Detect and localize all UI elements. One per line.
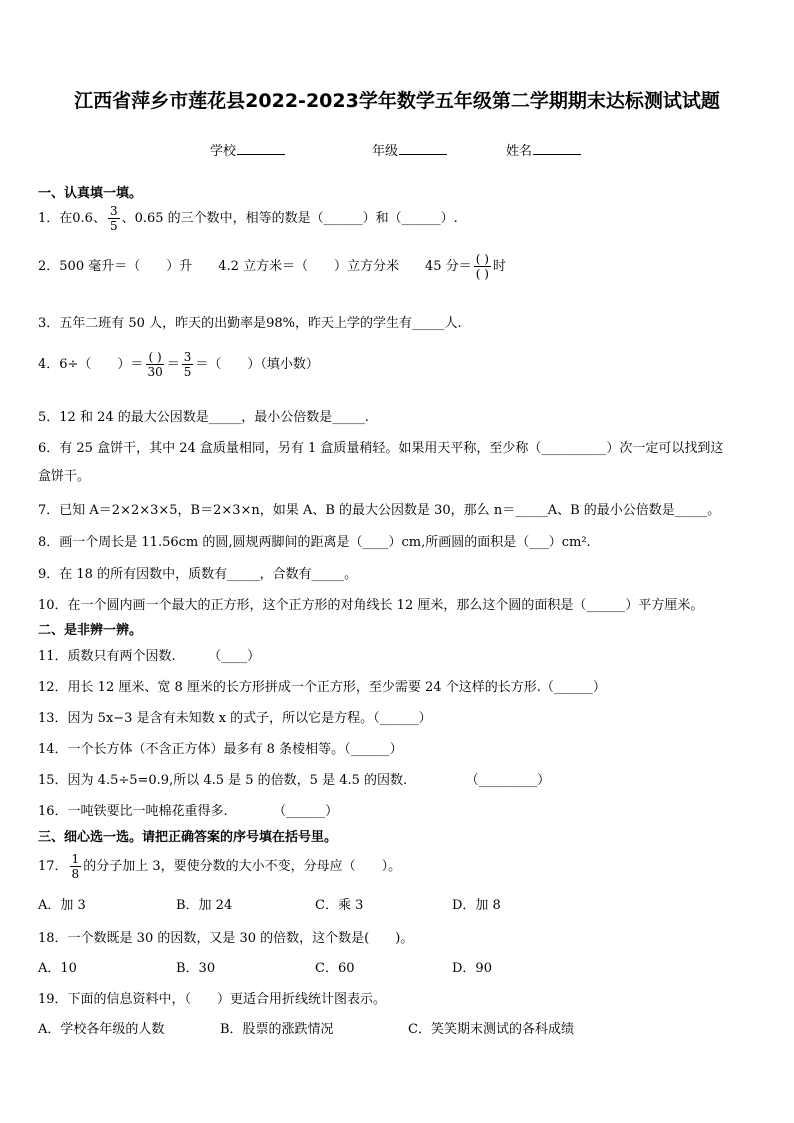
question-12: 12．用长 12 厘米、宽 8 厘米的长方形拼成一个正方形，至少需要 24 个这样的长方形.（______） (38, 680, 606, 695)
q19-option-c[interactable]: C．笑笑期末测试的各科成绩 (408, 1022, 574, 1037)
fraction-3-5: $\frac{3}{5}$ (109, 204, 118, 233)
question-5: 5．12 和 24 的最大公因数是_____，最小公倍数是_____. (38, 410, 369, 425)
fraction-1-8: $\frac{1}{8}$ (71, 852, 80, 881)
q19-option-b[interactable]: B．股票的涨跌情况 (220, 1022, 334, 1037)
q18-option-a[interactable]: A．10 (38, 961, 77, 976)
section-3-heading: 三、细心选一选。请把正确答案的序号填在括号里。 (38, 830, 338, 845)
question-3: 3．五年二班有 50 人，昨天的出勤率是98%，昨天上学的学生有_____人. (38, 316, 462, 331)
question-10: 10．在一个圆内画一个最大的正方形，这个正方形的对角线长 12 厘米，那么这个圆的面积是（______）平方厘米。 (38, 598, 704, 613)
section-1-heading: 一、认真填一填。 (38, 186, 143, 201)
question-8: 8．画一个周长是 11.56cm 的圆,圆规两脚间的距离是（____）cm,所画圆的面积是（___）cm². (38, 535, 591, 550)
fraction-blank-30: $\frac{( )}{30}$ (147, 350, 163, 379)
q18-option-b[interactable]: B．30 (176, 961, 216, 976)
page-title: 江西省萍乡市莲花县2022-2023学年数学五年级第二学期期末达标测试试题 (74, 90, 720, 112)
q17-option-a[interactable]: A．加 3 (38, 898, 86, 913)
name-field (506, 140, 581, 159)
q19-option-a[interactable]: A．学校各年级的人数 (38, 1022, 165, 1037)
question-2: 2．500 毫升＝（ ）升 4.2 立方米＝（ ）立方分米 45 分＝ $\frac{( )}{( )}$ 时 (38, 252, 506, 281)
school-field (210, 140, 285, 159)
q18-option-c[interactable]: C．60 (315, 961, 355, 976)
question-9: 9．在 18 的所有因数中，质数有_____，合数有_____。 (38, 567, 358, 582)
question-17: 17． $\frac{1}{8}$ 的分子加上 3，要使分数的大小不变，分母应（ ）。 (38, 852, 402, 881)
question-6-cont: 盒饼干。 (38, 469, 91, 484)
name-blank[interactable] (533, 142, 581, 155)
grade-blank[interactable] (399, 142, 447, 155)
question-15: 15．因为 4.5÷5=0.9,所以 4.5 是 5 的倍数，5 是 4.5 的因数. （_________） (38, 773, 551, 788)
question-6: 6．有 25 盒饼干，其中 24 盒质量相同，另有 1 盒质量稍轻。如果用天平称，至少称（__________）次一定可以找到这 (38, 441, 724, 456)
question-19: 19．下面的信息资料中，（ ）更适合用折线统计图表示。 (38, 992, 387, 1007)
question-14: 14．一个长方体（不含正方体）最多有 8 条棱相等。（______） (38, 742, 403, 757)
q17-option-b[interactable]: B．加 24 (176, 898, 233, 913)
q18-option-d[interactable]: D．90 (452, 961, 492, 976)
name-label: 姓名 (506, 144, 533, 159)
question-7: 7．已知 A＝2×2×3×5，B＝2×3×n，如果 A、B 的最大公因数是 30，那么 n＝_____A、B 的最小公倍数是_____。 (38, 503, 721, 518)
question-18: 18．一个数既是 30 的因数，又是 30 的倍数，这个数是( )。 (38, 931, 414, 946)
question-11: 11．质数只有两个因数. （____） (38, 649, 261, 664)
section-2-heading: 二、是非辨一辨。 (38, 623, 143, 638)
school-label: 学校 (210, 144, 237, 159)
question-4: 4．6÷（ ）＝ $\frac{( )}{30}$ ＝ $\frac{3}{5}$ ＝（ ）（填小数） (38, 350, 319, 379)
question-13: 13．因为 5x−3 是含有未知数 x 的式子，所以它是方程。（______） (38, 711, 432, 726)
question-1: 1．在0.6、 $\frac{3}{5}$ 、0.65 的三个数中，相等的数是（______）和（______）. (38, 204, 458, 233)
school-blank[interactable] (237, 142, 285, 155)
fraction-blank: $\frac{( )}{( )}$ (475, 252, 489, 281)
question-16: 16．一吨铁要比一吨棉花重得多. （______） (38, 804, 339, 819)
grade-field (372, 140, 447, 159)
grade-label: 年级 (372, 144, 399, 159)
fraction-3-5: $\frac{3}{5}$ (183, 350, 192, 379)
q17-option-d[interactable]: D．加 8 (452, 898, 501, 913)
q17-option-c[interactable]: C．乘 3 (315, 898, 364, 913)
